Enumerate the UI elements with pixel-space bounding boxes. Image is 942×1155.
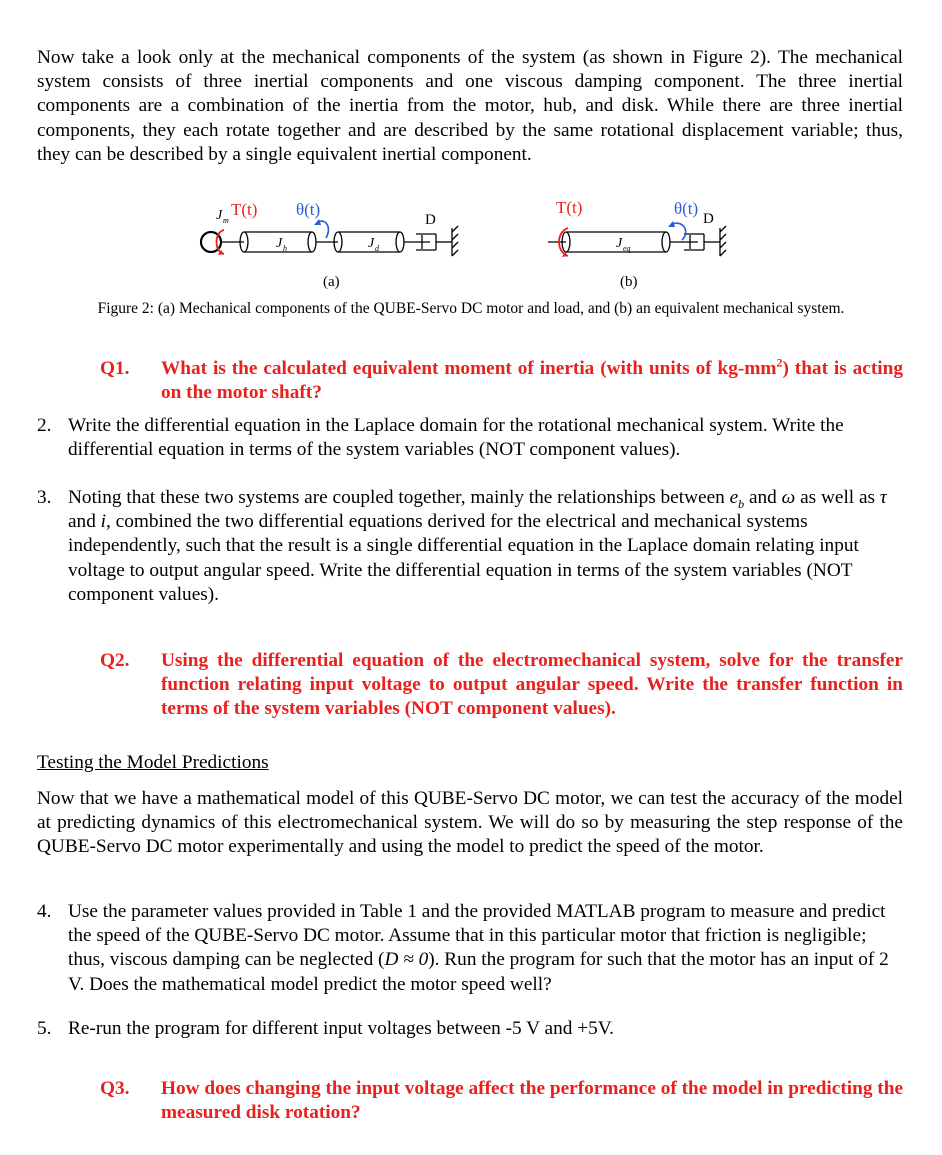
item-number: 2.	[37, 415, 52, 436]
question-1	[100, 357, 903, 405]
label-torque-b: T(t)	[556, 198, 583, 217]
question-2	[100, 649, 903, 721]
question-text: Using the differential equation of the electromechanical system, solve for the transfer function relating input voltage to output angular speed. Write the transfer function in terms of the system variables (NOT component values).	[161, 650, 903, 719]
label-b: (b)	[620, 274, 638, 290]
item-text: Noting that these two systems are coupled together, mainly the relationships between $e_b$ and ω as well as τ and i, combined the two differential equations derived for the electrical and mechanical systems independently, such that the result is a single differential equation in the Laplace domain relating input voltage to output angular speed. Write the differential equation in terms of the system variables (NOT component values).	[68, 487, 887, 605]
label-jh-sub: h	[283, 244, 287, 253]
item-text: Re-run the program for different input voltages between -5 V and +5V.	[68, 1018, 614, 1039]
list-item-5	[37, 1017, 903, 1041]
label-damper-a: D	[425, 212, 436, 228]
label-a: (a)	[323, 274, 340, 290]
list-item-3	[37, 486, 903, 607]
label-jh: J	[276, 236, 283, 251]
figure-a	[201, 200, 458, 290]
figure-caption: Figure 2: (a) Mechanical components of the QUBE-Servo DC motor and load, and (b) an equivalent mechanical system.	[97, 300, 845, 317]
label-theta-a: θ(t)	[296, 200, 321, 219]
intro-paragraph: Now take a look only at the mechanical components of the system (as shown in Figure 2). The mechanical system consists of three inertial components and one viscous damping component. The three inertial components are a combination of the inertia from the motor, hub, and disk. While there are three inertial components, they each rotate together and are described by the same rotational displacement variable; thus, they can be described by a single equivalent inertial component.	[37, 47, 903, 165]
label-jd-sub: d	[375, 244, 379, 253]
section-heading: Testing the Model Predictions	[37, 752, 269, 773]
item-text: Use the parameter values provided in Table 1 and the provided MATLAB program to measure and predict the speed of the QUBE-Servo DC motor. Assume that in this particular motor that friction is negligible; thus, viscous damping can be neglected (D ≈ 0). Run the program for such that the motor has an input of 2 V. Does the mathematical model predict the motor speed well?	[68, 901, 889, 995]
item-number: 4.	[37, 901, 52, 922]
testing-paragraph: Now that we have a mathematical model of this QUBE-Servo DC motor, we can test the accuracy of the model at predicting dynamics of this electromechanical system. We will do so by measuring the step response of the QUBE-Servo DC motor experimentally and using the model to predict the speed of the motor.	[37, 788, 903, 858]
list-item-4	[37, 900, 903, 997]
damper-a	[404, 226, 458, 256]
figure-2-diagram	[190, 192, 750, 292]
label-jeq-sub: eq	[623, 244, 631, 253]
item-number: 3.	[37, 487, 52, 508]
label-jm-sub: m	[223, 216, 229, 225]
figure-b	[548, 198, 726, 290]
question-number: Q1.	[100, 358, 130, 379]
label-damper-b: D	[703, 211, 714, 227]
list-item-2	[37, 414, 903, 462]
question-number: Q3.	[100, 1078, 130, 1099]
question-text: What is the calculated equivalent moment of inertia (with units of $kg-mm^2$) that is acting on the motor shaft?	[161, 355, 903, 403]
item-text: Write the differential equation in the Laplace domain for the rotational mechanical system. Write the differential equation in terms of the system variables (NOT component values).	[68, 415, 844, 461]
label-torque-a: T(t)	[231, 200, 258, 219]
label-jeq: J	[616, 236, 623, 251]
label-jm: J	[216, 208, 223, 223]
item-number: 5.	[37, 1018, 52, 1039]
question-3	[100, 1077, 903, 1125]
label-jd: J	[368, 236, 375, 251]
damper-b	[670, 226, 726, 256]
question-number: Q2.	[100, 650, 130, 671]
label-theta-b: θ(t)	[674, 199, 699, 218]
question-text: How does changing the input voltage affect the performance of the model in predicting the measured disk rotation?	[161, 1078, 903, 1123]
